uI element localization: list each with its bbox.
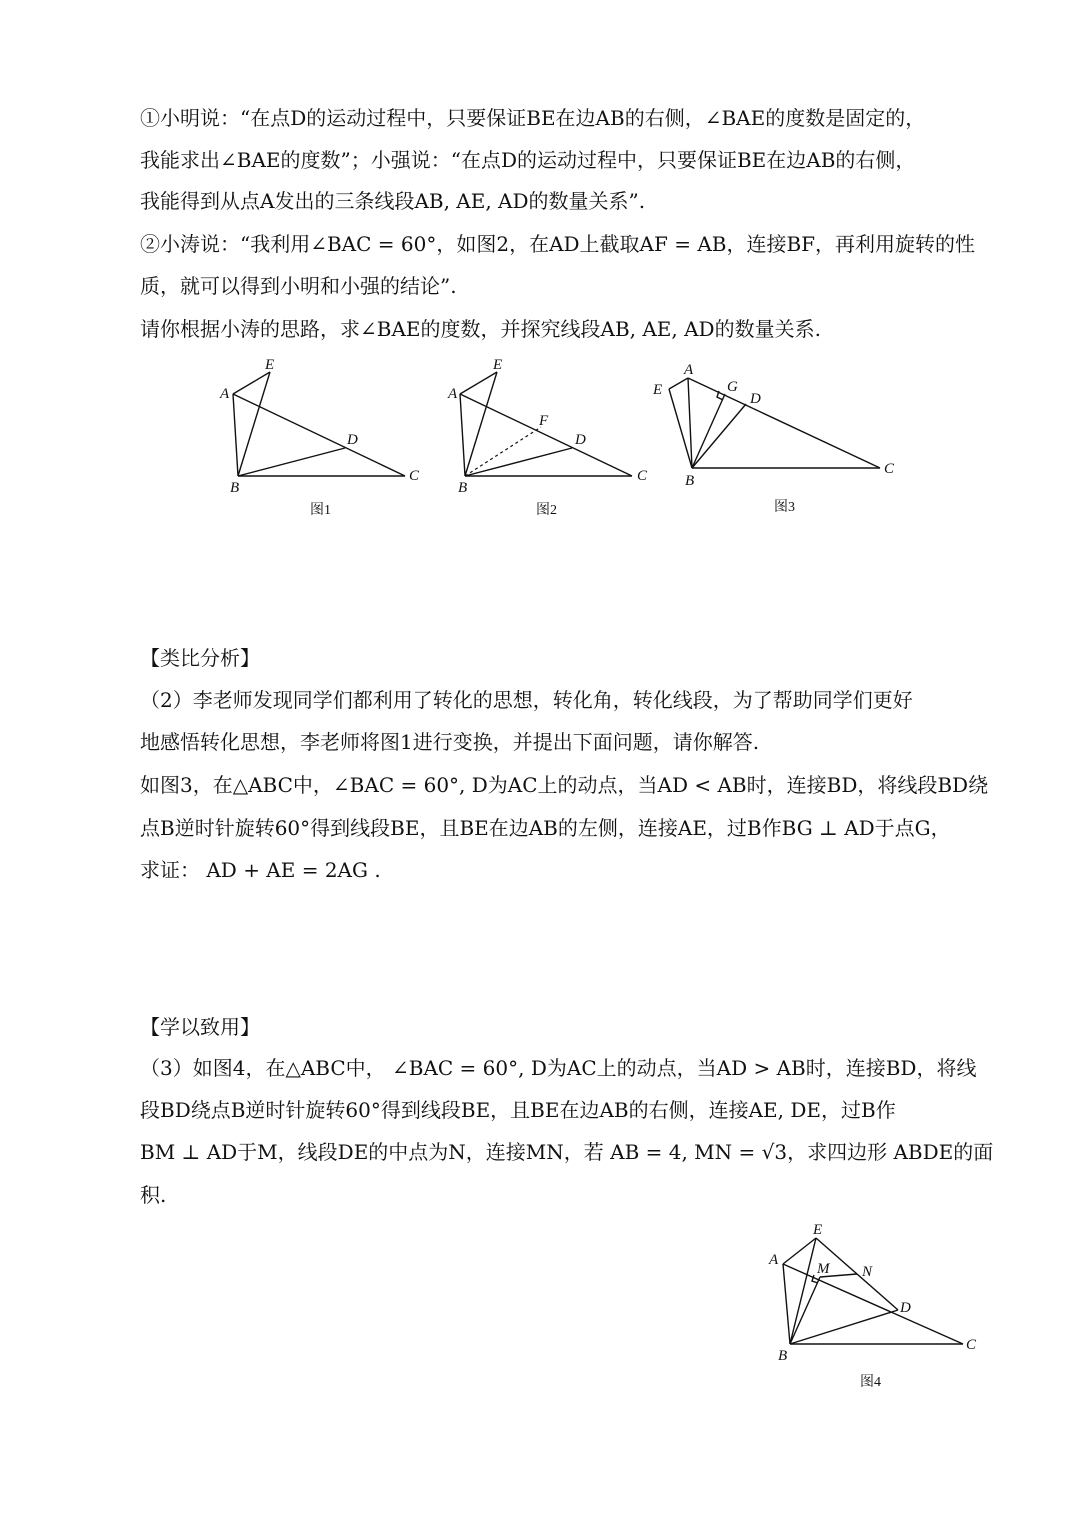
application-line-1: （3）如图4，在△ABC中， ∠BAC = 60°, D为AC上的动点，当AD > AB时，连接BD，将线 — [140, 1056, 977, 1080]
application-line-3: BM ⊥ AD于M，线段DE的中点为N，连接MN，若 AB = 4, MN = √3，求四边形 ABDE的面 — [140, 1140, 994, 1164]
application-line-2: 段BD绕点B逆时针旋转60°得到线段BE，且BE在边AB的右侧，连接AE, DE，过B作 — [140, 1098, 896, 1122]
figure-3-segments — [669, 378, 880, 468]
fig2-caption: 图2 — [536, 503, 557, 518]
fig2-label-D: D — [575, 432, 586, 448]
text-line-3: 我能得到从点A发出的三条线段AB, AE, AD的数量关系”. — [140, 189, 646, 213]
text-line-4: ②小涛说：“我利用∠BAC = 60°，如图2，在AD上截取AF = AB，连接BF，再利用旋转的性 — [140, 232, 976, 256]
fig3-label-B: B — [685, 473, 695, 489]
analogy-line-1: （2）李老师发现同学们都利用了转化的思想，转化角，转化线段，为了帮助同学们更好 — [140, 688, 913, 712]
fig3-label-E: E — [653, 382, 663, 398]
fig3-caption: 图3 — [774, 500, 795, 515]
fig3-label-C: C — [884, 461, 895, 477]
figure-1 — [210, 350, 430, 525]
text-line-6: 请你根据小涛的思路，求∠BAE的度数，并探究线段AB, AE, AD的数量关系. — [140, 317, 821, 341]
text-line-1: ①小明说：“在点D的运动过程中，只要保证BE在边AB的右侧，∠BAE的度数是固定的， — [140, 106, 926, 130]
fig2-label-B: B — [458, 480, 468, 496]
fig1-label-B: B — [230, 480, 240, 496]
fig4-label-B: B — [778, 1348, 788, 1364]
fig4-label-C: C — [966, 1337, 977, 1353]
analogy-line-4: 点B逆时针旋转60°得到线段BE，且BE在边AB的左侧，连接AE，过B作BG ⊥ AD于点G， — [140, 816, 951, 840]
fig1-label-C: C — [409, 468, 420, 484]
fig2-label-A: A — [448, 386, 458, 402]
fig3-label-A: A — [684, 362, 694, 378]
heading-application: 【学以致用】 — [140, 1015, 260, 1039]
fig1-label-E: E — [265, 357, 275, 373]
figure-1-segments — [233, 372, 405, 476]
fig3-label-G: G — [727, 379, 738, 395]
fig2-label-E: E — [493, 357, 503, 373]
analogy-line-3: 如图3，在△ABC中，∠BAC = 60°, D为AC上的动点，当AD < AB时，连接BD，将线段BD绕 — [140, 773, 989, 797]
figure-3 — [645, 355, 905, 520]
application-line-4: 积. — [140, 1183, 167, 1207]
figure-2 — [440, 350, 663, 525]
heading-analogy: 【类比分析】 — [140, 646, 260, 670]
figure-4-segments — [783, 1238, 963, 1344]
fig1-label-A: A — [220, 386, 230, 402]
fig4-label-E: E — [813, 1222, 823, 1238]
text-line-5: 质，就可以得到小明和小强的结论”. — [140, 274, 457, 298]
analogy-line-5: 求证： AD + AE = 2AG . — [140, 858, 381, 882]
analogy-line-2: 地感悟转化思想，李老师将图1进行变换，并提出下面问题，请你解答. — [140, 730, 760, 754]
fig1-label-D: D — [347, 432, 358, 448]
fig3-label-D: D — [750, 391, 761, 407]
fig4-label-N: N — [862, 1264, 873, 1280]
fig4-caption: 图4 — [860, 1375, 881, 1390]
text-line-2: 我能求出∠BAE的度数”；小强说：“在点D的运动过程中，只要保证BE在边AB的右侧， — [140, 148, 916, 172]
fig4-label-D: D — [900, 1300, 911, 1316]
fig2-label-F: F — [539, 413, 549, 429]
fig4-label-M: M — [817, 1261, 830, 1277]
fig4-label-A: A — [769, 1252, 779, 1268]
fig1-caption: 图1 — [310, 503, 331, 518]
fig2-label-C: C — [637, 468, 648, 484]
figure-4 — [760, 1215, 985, 1395]
